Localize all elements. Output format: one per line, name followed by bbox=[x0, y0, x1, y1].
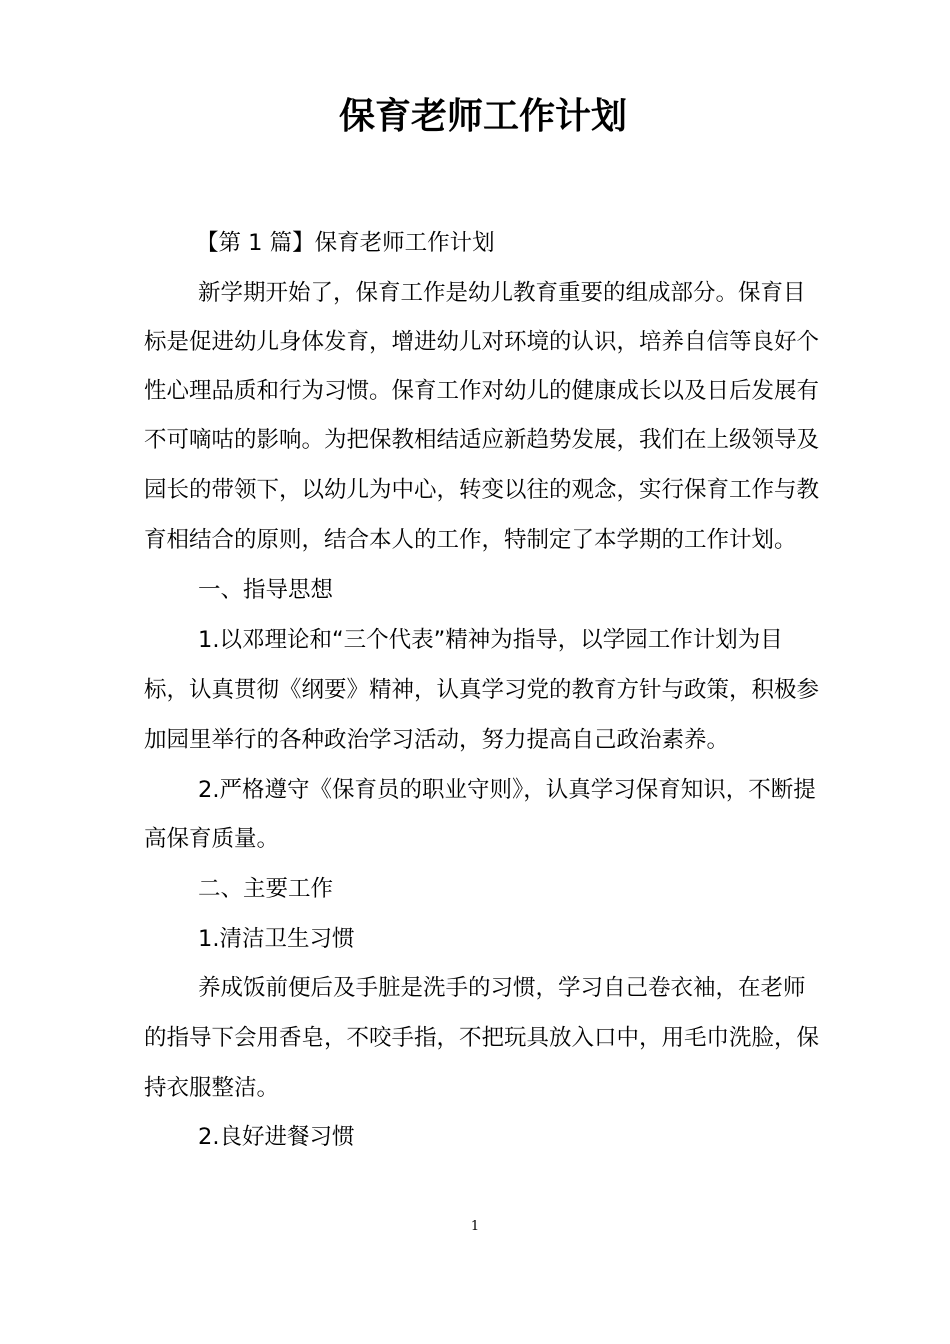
paragraph-line: 1.以邓理论和“三个代表”精神为指导，以学园工作计划为目 bbox=[198, 627, 783, 653]
paragraph-line: 新学期开始了，保育工作是幼儿教育重要的组成部分。保育目 bbox=[198, 280, 806, 306]
paragraph-line: 养成饭前便后及手脏是洗手的习惯，学习自己卷衣袖，在老师 bbox=[198, 975, 806, 1001]
paragraph-line: 性心理品质和行为习惯。保育工作对幼儿的健康成长以及日后发展有 bbox=[144, 378, 820, 404]
paragraph-line: 标，认真贯彻《纲要》精神，认真学习党的教育方针与政策，积极参 bbox=[144, 677, 820, 703]
subheading: 一、指导思想 bbox=[198, 577, 334, 603]
page-number: 1 bbox=[470, 1219, 480, 1234]
list-heading: 2.良好进餐习惯 bbox=[198, 1124, 355, 1150]
paragraph-line: 标是促进幼儿身体发育，增进幼儿对环境的认识，培养自信等良好个 bbox=[144, 329, 820, 355]
paragraph-line: 持衣服整洁。 bbox=[144, 1075, 280, 1101]
paragraph-line: 加园里举行的各种政治学习活动，努力提高自己政治素养。 bbox=[144, 727, 730, 753]
paragraph-line: 园长的带领下，以幼儿为中心，转变以往的观念，实行保育工作与教 bbox=[144, 477, 820, 503]
list-heading: 1.清洁卫生习惯 bbox=[198, 926, 355, 952]
paragraph-line: 2.严格遵守《保育员的职业守则》，认真学习保育知识，不断提 bbox=[198, 777, 816, 803]
paragraph-line: 育相结合的原则，结合本人的工作，特制定了本学期的工作计划。 bbox=[144, 527, 797, 553]
paragraph-line: 不可嘀咕的影响。为把保教相结适应新趋势发展，我们在上级领导及 bbox=[144, 427, 820, 453]
document-title: 保育老师工作计划 bbox=[338, 96, 627, 137]
subheading: 二、主要工作 bbox=[198, 876, 334, 902]
section-heading: 【第 1 篇】保育老师工作计划 bbox=[196, 230, 495, 256]
paragraph-line: 高保育质量。 bbox=[144, 826, 280, 852]
paragraph-line: 的指导下会用香皂，不咬手指，不把玩具放入口中，用毛巾洗脸，保 bbox=[144, 1025, 820, 1051]
